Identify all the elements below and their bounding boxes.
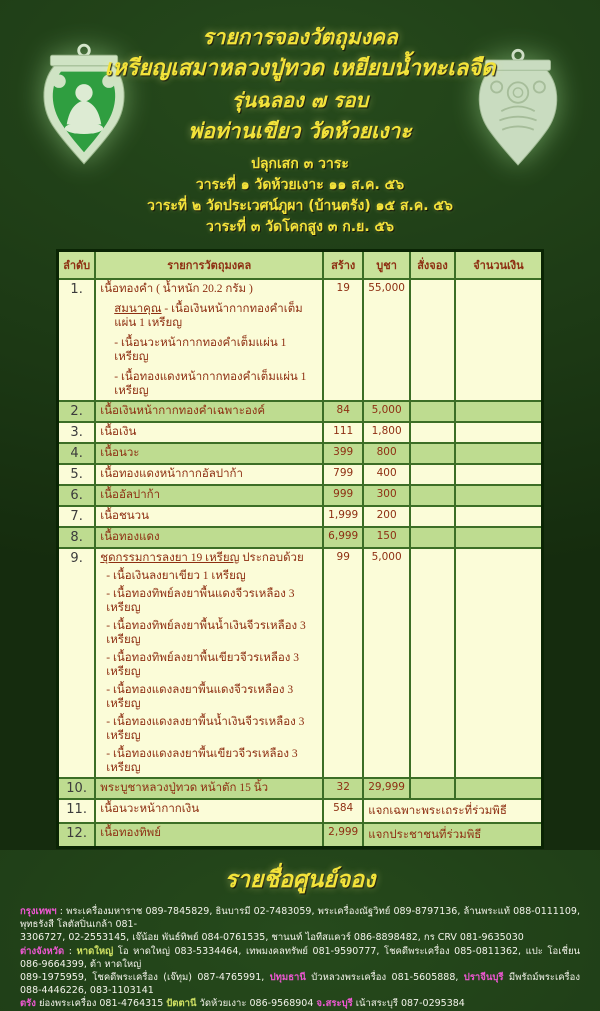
bonus-sub-item: - เนื้อทองแดงหน้ากากทองคำเต็มแผ่น 1 เหรียญ <box>114 371 307 397</box>
bonus-sub-item: - เนื้อทองแดงลงยาพื้นน้ำเงินจีวรเหลือง 3 เหรียญ <box>106 716 305 742</box>
worship-price-cell: 5,000 <box>363 401 410 422</box>
bonus-sub-item: - เนื้อทองทิพย์ลงยาพื้นแดงจีวรเหลือง 3 เหรียญ <box>106 588 295 614</box>
booking-cell <box>410 401 455 422</box>
row-number-cell: 4. <box>58 443 96 464</box>
booking-cell <box>410 485 455 506</box>
booking-cell <box>410 548 455 778</box>
booking-cell <box>410 527 455 548</box>
worship-price-cell: 55,000 <box>363 279 410 401</box>
booking-cell <box>410 422 455 443</box>
poster-header <box>0 0 600 146</box>
made-quantity-cell: 32 <box>323 778 363 799</box>
booking-center-line: กรุงเทพฯ : พระเครื่องมหาราช 089-7845829, ธินบารมี 02-7483059, พระเครื่องณัฐวิทย์ 089-8797136, ล้านพระแท้ 088-0111109, พุทธรังสี โลตัสปิ่นเกล้า 081- <box>20 906 580 931</box>
bonus-sub-item: - เนื้อทองแดงลงยาพื้นแดงจีวรเหลือง 3 เหรียญ <box>106 684 294 710</box>
row-number-cell: 9. <box>58 548 96 778</box>
made-quantity-cell: 19 <box>323 279 363 401</box>
table-row <box>58 464 543 485</box>
item-description-cell: เนื้อเงิน <box>95 422 323 443</box>
made-quantity-cell: 2,999 <box>323 823 363 848</box>
booking-center-line: ตรัง ย่องพระเครื่อง 081-4764315 ปัตตานี วัดห้วยเงาะ 086-9568904 จ.สระบุรี เน้าสระบุรี 087-0295384 <box>20 998 465 1010</box>
order-table-body <box>58 279 543 848</box>
consecration-session-1: วาระที่ ๑ วัดห้วยเงาะ ๑๑ ส.ค. ๕๖ <box>195 177 405 193</box>
item-description-cell: เนื้อทองแดงหน้ากากอัลปาก้า <box>95 464 323 485</box>
bonus-sub-item: สมนาคุณ - เนื้อเงินหน้ากากทองคำเต็มแผ่น 1 เหรียญ <box>114 303 303 329</box>
amount-cell <box>455 485 543 506</box>
col-header-no: ลำดับ <box>58 251 96 280</box>
booking-cell <box>410 279 455 401</box>
bonus-sub-item: - เนื้อทองทิพย์ลงยาพื้นเขียวจีวรเหลือง 3 เหรียญ <box>106 652 300 678</box>
row-number-cell: 2. <box>58 401 96 422</box>
poster-subtitle-amulet-name: เหรียญเสมาหลวงปู่ทวด เหยียบน้ำทะเลจืด <box>104 56 496 81</box>
amount-cell <box>455 401 543 422</box>
item-description-cell: เนื้ออัลปาก้า <box>95 485 323 506</box>
consecration-session-2: วาระที่ ๒ วัดประเวศน์ภูผา (บ้านตรัง) ๑๕ ส.ค. ๕๖ <box>147 198 453 214</box>
row-number-cell: 1. <box>58 279 96 401</box>
worship-price-cell: 200 <box>363 506 410 527</box>
item-description-cell: เนื้อเงินหน้ากากทองคำเฉพาะองค์ <box>95 401 323 422</box>
row-number-cell: 12. <box>58 823 96 848</box>
worship-price-cell: 5,000 <box>363 548 410 778</box>
bonus-sub-item: - เนื้อทองแดงลงยาพื้นเขียวจีวรเหลือง 3 เหรียญ <box>106 748 298 774</box>
col-header-price: บูชา <box>363 251 410 280</box>
booking-centers-list <box>20 905 580 1011</box>
order-table-header <box>58 251 543 280</box>
poster-monk-temple: พ่อท่านเขียว วัดห้วยเงาะ <box>188 119 412 143</box>
made-quantity-cell: 99 <box>323 548 363 778</box>
table-row <box>58 443 543 464</box>
table-row <box>58 485 543 506</box>
col-header-made: สร้าง <box>323 251 363 280</box>
bonus-sub-item: - เนื้อนวะหน้ากากทองคำเต็มแผ่น 1 เหรียญ <box>114 337 287 363</box>
table-row <box>58 548 543 778</box>
distribution-note-cell: แจกเฉพาะพระเถระที่ร่วมพิธี <box>363 799 542 823</box>
booking-center-line: 089-1975959, โชคดีพระเครื่อง (เจ๊ทุม) 087-4765991, ปทุมธานี บัวหลวงพระเครื่อง 081-5605888, ปราจีนบุรี มีพรัถม์พระเครื่อง 088-4446226, 083-1103141 <box>20 972 581 997</box>
amount-cell <box>455 506 543 527</box>
item-description-cell: พระบูชาหลวงปู่ทวด หน้าตัก 15 นิ้ว <box>95 778 323 799</box>
booking-centers-heading: รายชื่อศูนย์จอง <box>224 867 376 893</box>
amount-cell <box>455 548 543 778</box>
amount-cell <box>455 279 543 401</box>
item-description-cell: เนื้อชนวน <box>95 506 323 527</box>
consecration-session-3: วาระที่ ๓ วัดโคกสูง ๓ ก.ย. ๕๖ <box>206 219 394 235</box>
booking-center-line: 3306727, 02-2553145, เจ๊น้อย พันธ์ทิพย์ 084-0761535, ชานนท์ ไอทีสแควร์ 086-8898482, กร CRV 081-9635030 <box>20 932 524 944</box>
amount-cell <box>455 527 543 548</box>
booking-center-line: ต่างจังหวัด : หาดใหญ่ โอ หาดใหญ่ 083-5334464, เทพมงคลทรัพย์ 081-9590777, โชคดีพระเครื่อง 085-0811362, แปะ โอเชี่ยน 086-9664399, ต้า หาดใหญ่ <box>20 945 580 970</box>
table-row <box>58 778 543 799</box>
worship-price-cell: 150 <box>363 527 410 548</box>
table-row <box>58 799 543 823</box>
table-row <box>58 823 543 848</box>
order-table <box>56 249 544 849</box>
row-number-cell: 8. <box>58 527 96 548</box>
row-number-cell: 3. <box>58 422 96 443</box>
made-quantity-cell: 111 <box>323 422 363 443</box>
bonus-sub-item: - เนื้อเงินลงยาเขียว 1 เหรียญ <box>106 570 246 582</box>
row-number-cell: 10. <box>58 778 96 799</box>
item-description-cell: เนื้อทองทิพย์ <box>95 823 323 848</box>
col-header-item: รายการวัตถุมงคล <box>95 251 323 280</box>
table-row <box>58 422 543 443</box>
worship-price-cell: 29,999 <box>363 778 410 799</box>
amount-cell <box>455 778 543 799</box>
made-quantity-cell: 999 <box>323 485 363 506</box>
item-description-cell: เนื้อนวะหน้ากากเงิน <box>95 799 323 823</box>
item-description-cell: เนื้อทองแดง <box>95 527 323 548</box>
item-description-cell: เนื้อทองคำ ( น้ำหนัก 20.2 กรัม ) สมนาคุณ - เนื้อเงินหน้ากากทองคำเต็มแผ่น 1 เหรียญ - เนื้อนวะหน้ากากทองคำเต็มแผ่น 1 เหรียญ - เนื้อทองแดงหน้ากากทองคำเต็มแผ่น 1 เหรียญ <box>95 279 323 401</box>
table-row <box>58 506 543 527</box>
booking-cell <box>410 443 455 464</box>
item-description-cell: ชุดกรรมการลงยา 19 เหรียญ ประกอบด้วย - เนื้อเงินลงยาเขียว 1 เหรียญ - เนื้อทองทิพย์ลงยาพื้นแดงจีวรเหลือง 3 เหรียญ - เนื้อทองทิพย์ลงยาพื้นน้ำเงินจีวรเหลือง 3 เหรียญ - เนื้อทองทิพย์ลงยาพื้นเขียวจีวรเหลือง 3 เหรียญ - เนื้อทองแดงลงยาพื้นแดงจีวรเหลือง 3 เหรียญ - เนื้อทองแดงลงยาพื้นน้ำเงินจีวรเหลือง 3 เหรียญ - เนื้อทองแดงลงยาพื้นเขียวจีวรเหลือง 3 เหรียญ <box>95 548 323 778</box>
amount-cell <box>455 464 543 485</box>
worship-price-cell: 800 <box>363 443 410 464</box>
worship-price-cell: 300 <box>363 485 410 506</box>
made-quantity-cell: 399 <box>323 443 363 464</box>
row-number-cell: 6. <box>58 485 96 506</box>
row-number-cell: 7. <box>58 506 96 527</box>
made-quantity-cell: 584 <box>323 799 363 823</box>
poster-edition: รุ่นฉลอง ๗ รอบ <box>231 88 369 112</box>
col-header-amount: จำนวนเงิน <box>455 251 543 280</box>
item-description-cell: เนื้อนวะ <box>95 443 323 464</box>
amount-cell <box>455 443 543 464</box>
row-number-cell: 11. <box>58 799 96 823</box>
bonus-sub-item: - เนื้อทองทิพย์ลงยาพื้นน้ำเงินจีวรเหลือง 3 เหรียญ <box>106 620 306 646</box>
consecration-title: ปลุกเสก ๓ วาระ <box>251 156 349 172</box>
booking-cell <box>410 506 455 527</box>
made-quantity-cell: 1,999 <box>323 506 363 527</box>
worship-price-cell: 1,800 <box>363 422 410 443</box>
worship-price-cell: 400 <box>363 464 410 485</box>
table-row <box>58 401 543 422</box>
made-quantity-cell: 6,999 <box>323 527 363 548</box>
made-quantity-cell: 84 <box>323 401 363 422</box>
made-quantity-cell: 799 <box>323 464 363 485</box>
booking-cell <box>410 778 455 799</box>
distribution-note-cell: แจกประชาชนที่ร่วมพิธี <box>363 823 542 848</box>
amount-cell <box>455 422 543 443</box>
col-header-book: สั่งจอง <box>410 251 455 280</box>
row-number-cell: 5. <box>58 464 96 485</box>
table-row <box>58 279 543 401</box>
table-row <box>58 527 543 548</box>
booking-cell <box>410 464 455 485</box>
poster-title: รายการจองวัตถุมงคล <box>202 25 398 49</box>
